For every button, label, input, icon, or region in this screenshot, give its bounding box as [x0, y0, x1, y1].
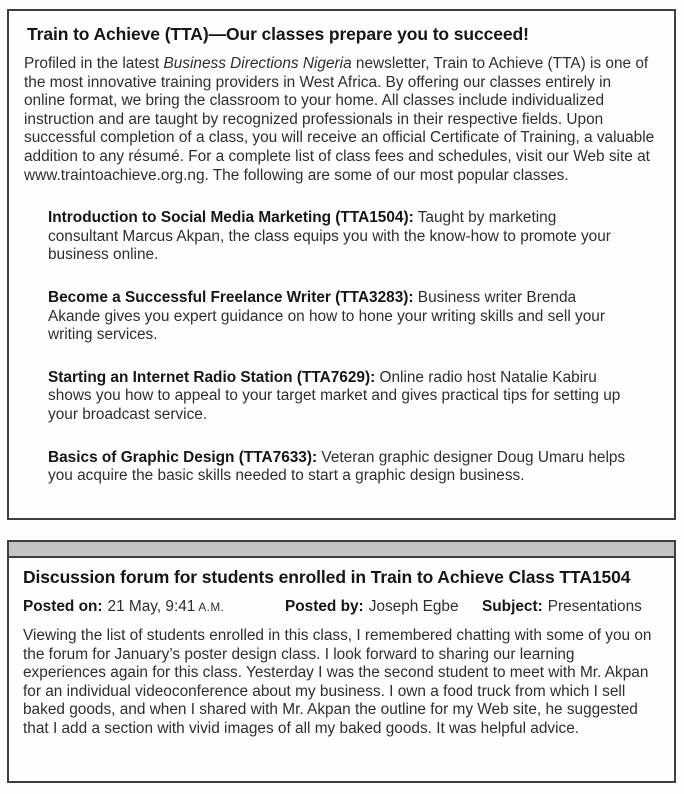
forum-header-bar	[9, 542, 674, 558]
posted-on	[23, 597, 285, 617]
class-item	[48, 449, 630, 486]
class-item	[48, 289, 630, 345]
flyer-intro-after: newsletter, Train to Achieve (TTA) is one of the most innovative training providers in West Africa. By offering our classes entirely in online format, we bring the classroom to your home. All classes include individualized instruction and are taught by recognized professionals in their respective fields. Upon successful completion of a class, you will receive an official Certificate of Training, a valuable addition to any résumé. For a complete list of class fees and schedules, visit our Web site at www.traintoachieve.org.ng. The following are some of our most popular classes.	[24, 55, 655, 184]
posted-on-meridiem: A.M.	[198, 600, 225, 614]
class-description: Veteran graphic designer Doug Umaru helps you acquire the basic skills needed to start a graphic design business.	[48, 448, 626, 485]
class-item	[48, 209, 630, 265]
class-title: Introduction to Social Media Marketing (TTA1504):	[48, 209, 414, 227]
flyer-box	[7, 9, 676, 520]
forum-title: Discussion forum for students enrolled in Train to Achieve Class TTA1504	[23, 567, 631, 587]
forum-meta	[23, 597, 659, 617]
class-description: Business writer Brenda Akande gives you expert guidance on how to hone your writing skills and sell your writing services.	[48, 288, 605, 344]
posted-on-value: 21 May, 9:41	[107, 598, 196, 615]
flyer-intro	[24, 55, 656, 185]
newsletter-name: Business Directions Nigeria	[163, 55, 352, 72]
posted-on-label: Posted on:	[23, 598, 103, 615]
posted-by-value: Joseph Egbe	[368, 598, 459, 615]
forum-post-body: Viewing the list of students enrolled in this class, I remembered chatting with some of you on the forum for January’s poster design class. I look forward to sharing our learning experiences again for this class. Yesterday I was the second student to meet with Mr. Akpan for an individual videoconference about my business. I own a food truck from which I sell baked goods, and when I shared with Mr. Akpan the outline for my Web site, he suggested that I add a section with vivid images of all my baked goods. It was helpful advice.	[23, 627, 652, 737]
subject-value: Presentations	[547, 598, 642, 615]
flyer-intro-before: Profiled in the latest	[24, 55, 164, 72]
posted-by-label: Posted by:	[285, 598, 364, 615]
class-description: Online radio host Natalie Kabiru shows you how to appeal to your target market and gives practical tips for setting up your broadcast service.	[48, 368, 621, 423]
forum-post-box	[7, 540, 676, 783]
class-title: Basics of Graphic Design (TTA7633):	[48, 448, 318, 466]
class-title: Starting an Internet Radio Station (TTA7629):	[48, 368, 376, 386]
class-title: Become a Successful Freelance Writer (TTA3283):	[48, 288, 414, 306]
subject	[482, 597, 642, 616]
forum-content	[9, 558, 674, 751]
subject-label: Subject:	[482, 598, 543, 615]
class-item	[48, 369, 630, 425]
class-description: Taught by marketing consultant Marcus Akpan, the class equips you with the know-how to promote your business online.	[48, 209, 611, 264]
flyer-title: Train to Achieve (TTA)—Our classes prepare you to succeed!	[27, 24, 529, 44]
posted-by	[285, 597, 482, 616]
